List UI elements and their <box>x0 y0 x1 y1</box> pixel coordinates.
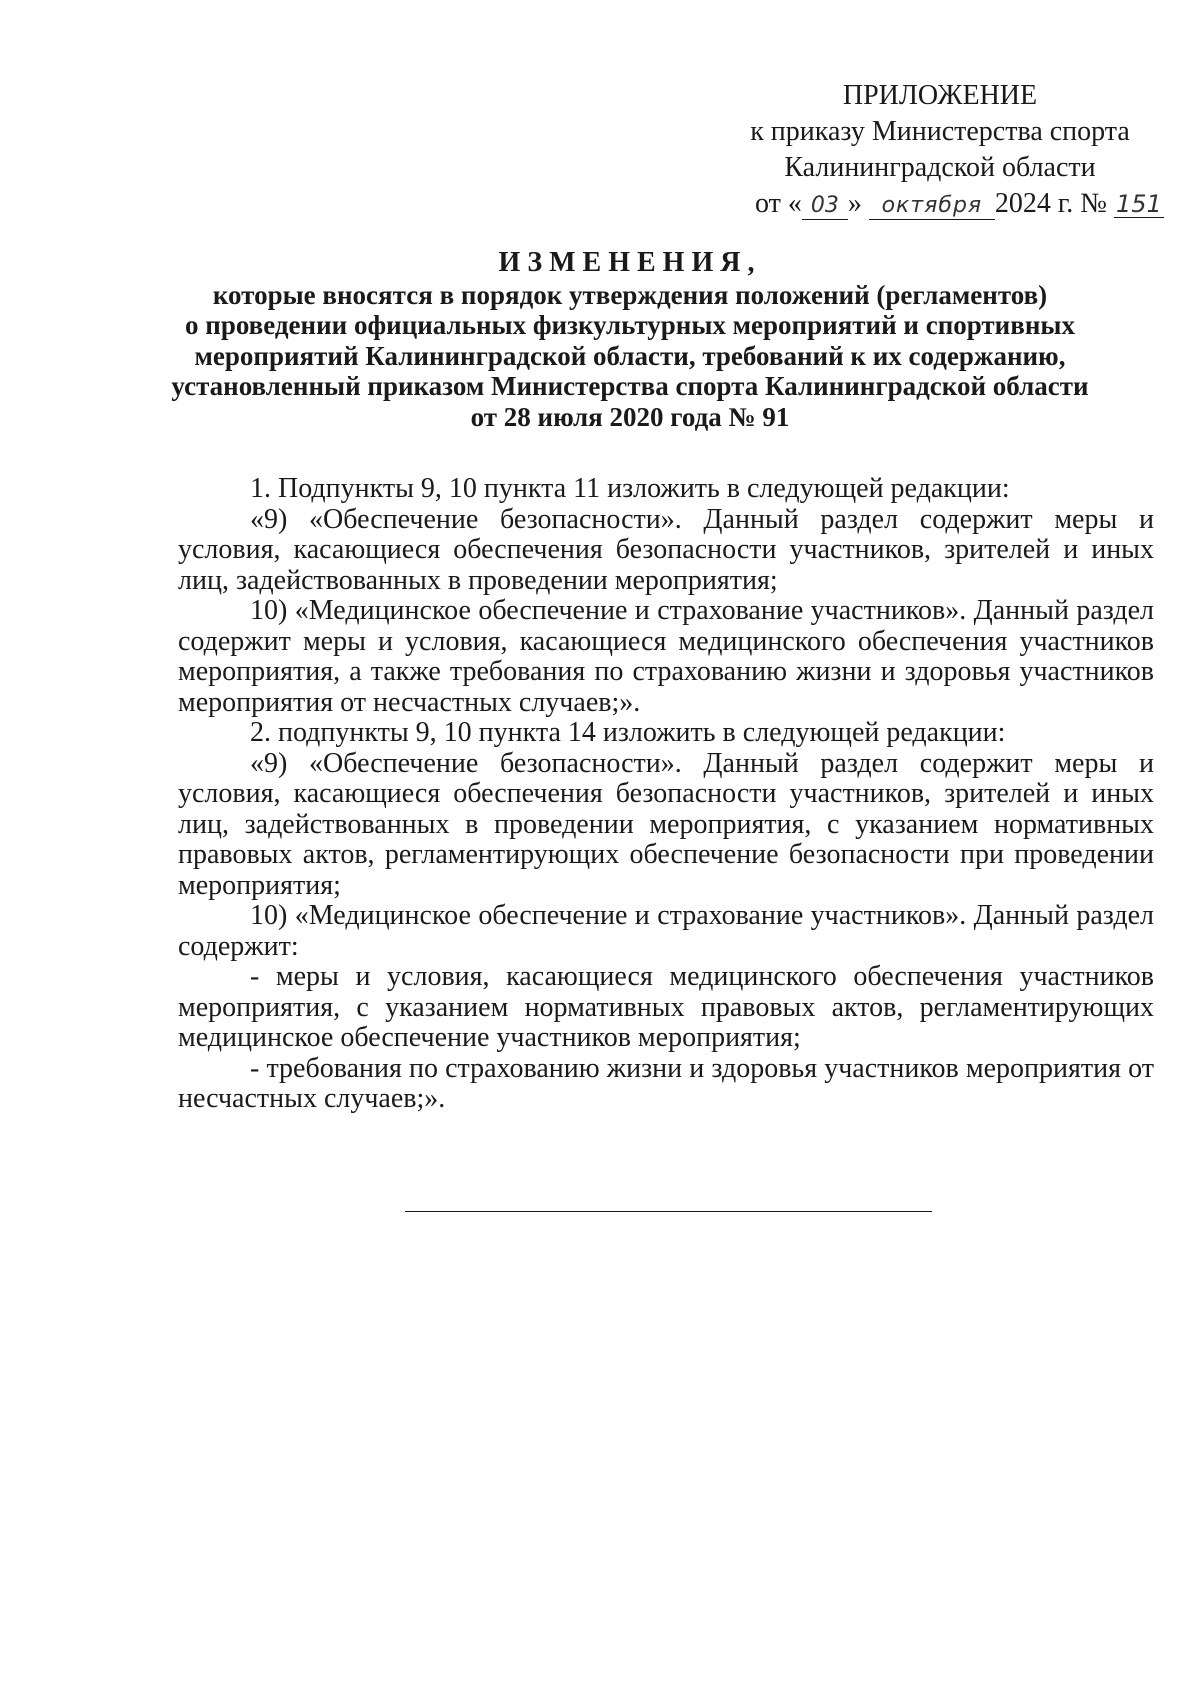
paragraph: - требования по страхованию жизни и здоровья участников мероприятия от несчастных случаев;». <box>178 1052 1154 1114</box>
subtitle-line: мероприятий Калининградской области, требований к их содержанию, <box>194 340 1066 371</box>
date-mid: » <box>847 188 869 219</box>
paragraph: «9) «Обеспечение безопасности». Данный раздел содержит меры и условия, касающиеся обеспечения безопасности участников, зрителей и иных лиц, задействованных в проведении мероприятия; <box>178 503 1154 596</box>
date-year: 2024 г. № <box>994 188 1107 219</box>
subtitle-line: от 28 июля 2020 года № 91 <box>470 401 790 432</box>
annex-header <box>720 78 1160 222</box>
subtitle-line: о проведении официальных физкультурных мероприятий и спортивных <box>185 310 1075 340</box>
document-title <box>170 248 1090 432</box>
paragraph: 10) «Медицинское обеспечение и страхование участников». Данный раздел содержит: <box>178 900 1154 962</box>
annex-line-2: Калининградской области <box>784 152 1096 183</box>
subtitle-line: установленный приказом Министерства спорта Калининградской области <box>171 371 1089 401</box>
paragraph: 1. Подпункты 9, 10 пункта 11 изложить в следующей редакции: <box>250 473 1010 504</box>
annex-title: ПРИЛОЖЕНИЕ <box>842 80 1038 111</box>
handwritten-month: октября <box>869 193 995 220</box>
document-body <box>178 474 1154 1115</box>
paragraph: 2. подпункты 9, 10 пункта 14 изложить в следующей редакции: <box>250 717 1006 748</box>
paragraph: «9) «Обеспечение безопасности». Данный раздел содержит меры и условия, касающиеся обеспечения безопасности участников, зрителей и иных лиц, задействованных в проведении мероприятия, с указанием нормативных правовых актов, регламентирующих обеспечение безопасности при проведении мероприятия; <box>178 747 1154 901</box>
closing-rule <box>405 1211 932 1212</box>
subtitle-line: которые вносятся в порядок утверждения положений (регламентов) <box>212 279 1048 310</box>
handwritten-order-number: 151 <box>1114 191 1164 218</box>
annex-date-line <box>720 186 1160 222</box>
date-prefix: от « <box>755 188 802 219</box>
paragraph: - меры и условия, касающиеся медицинского обеспечения участников мероприятия, с указанием нормативных правовых актов, регламентирующих медицинское обеспечение участников мероприятия; <box>178 961 1154 1053</box>
paragraph: 10) «Медицинское обеспечение и страхование участников». Данный раздел содержит меры и условия, касающиеся медицинского обеспечения участников мероприятия, а также требования по страхованию жизни и здоровья участников мероприятия от несчастных случаев;». <box>178 595 1154 718</box>
annex-line-1: к приказу Министерства спорта <box>750 116 1130 147</box>
handwritten-day: 03 <box>802 193 848 220</box>
document-heading: ИЗМЕНЕНИЯ, <box>498 247 762 278</box>
